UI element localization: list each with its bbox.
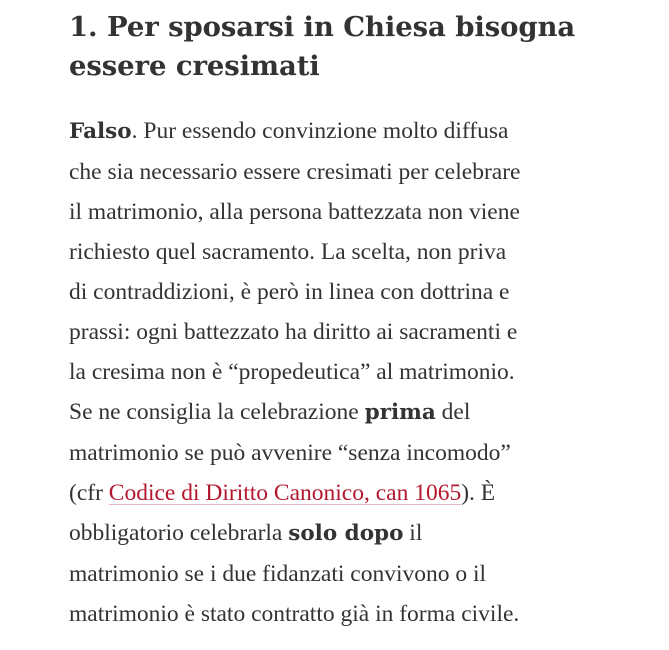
- text-line: prassi: ogni battezzato ha diritto ai sacramenti e: [69, 319, 518, 345]
- text-line: Se ne consiglia la celebrazione prima del: [69, 399, 471, 425]
- text-line: matrimonio è stato contratto già in forma civile.: [69, 601, 520, 627]
- article: [69, 8, 629, 634]
- text-line: di contraddizioni, è però in linea con dottrina e: [69, 279, 510, 305]
- text-line: che sia necessario essere cresimati per celebrare: [69, 159, 521, 185]
- emphasis-solo-dopo: solo dopo: [288, 521, 404, 546]
- verdict-label: Falso: [69, 119, 132, 144]
- text-line: matrimonio se i due fidanzati convivono o il: [69, 561, 487, 587]
- text-line: Falso. Pur essendo convinzione molto diffusa: [69, 118, 509, 144]
- text-line: obbligatorio celebrarla solo dopo il: [69, 520, 423, 546]
- text-line: matrimonio se può avvenire “senza incomodo”: [69, 440, 511, 466]
- emphasis-prima: prima: [364, 400, 436, 425]
- article-paragraph: [69, 111, 629, 634]
- section-heading: [69, 8, 629, 86]
- heading-line-2: essere cresimati: [69, 50, 320, 82]
- text-line: la cresima non è “propedeutica” al matrimonio.: [69, 359, 515, 385]
- heading-line-1: 1. Per sposarsi in Chiesa bisogna: [69, 11, 576, 43]
- canon-law-link[interactable]: Codice di Diritto Canonico, can 1065: [108, 480, 462, 506]
- text-line: richiesto quel sacramento. La scelta, non priva: [69, 239, 507, 265]
- text-line: il matrimonio, alla persona battezzata non viene: [69, 199, 520, 225]
- text-line: (cfr Codice di Diritto Canonico, can 1065). È: [69, 480, 496, 506]
